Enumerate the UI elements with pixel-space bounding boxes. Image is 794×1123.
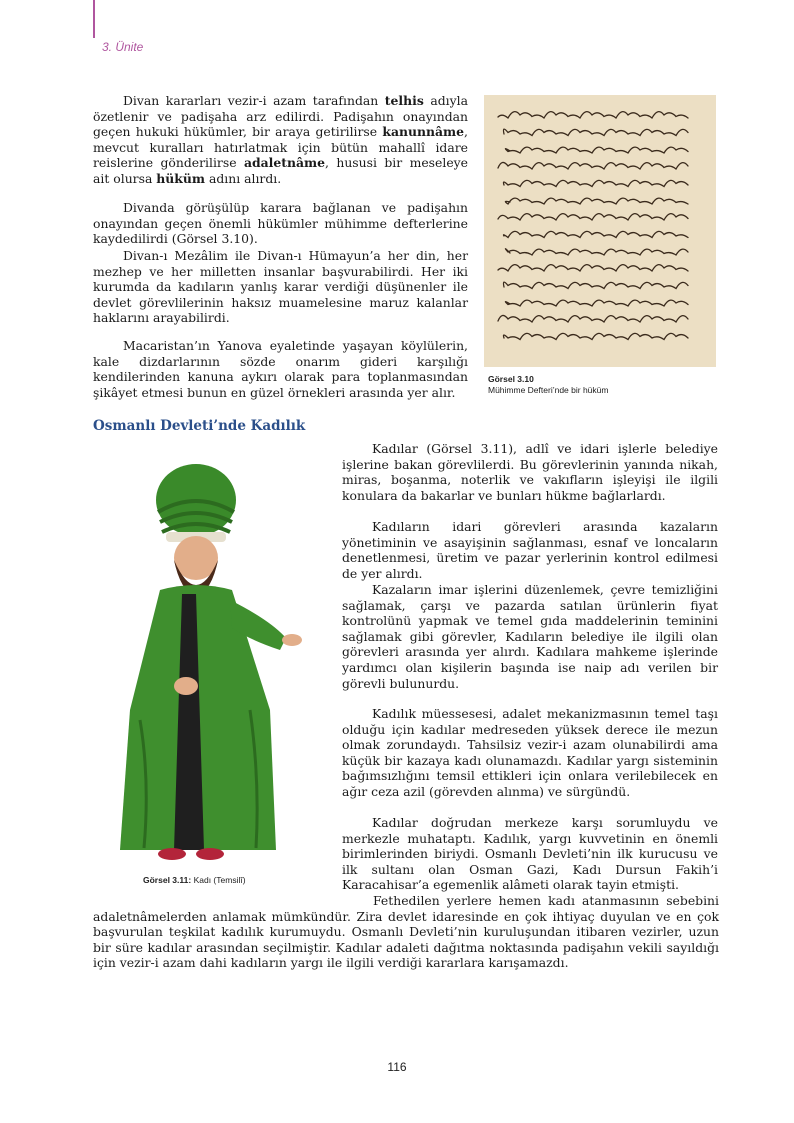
paragraph-text: Divan kararları vezir-i azam tarafından [123,93,385,108]
bold-term: hüküm [156,170,206,186]
figure-caption-3-11 [143,875,246,886]
paragraph-telhis [93,93,468,187]
paragraph-yanova: Macaristan’ın Yanova eyaletinde yaşayan köylülerin, kale dizdarlarının sözde onarım gideri karşılığı kendilerinden kanuna aykırı olarak para toplanmasından şikâyet etmesi bunun en güzel örnekleri arasında yer alır. [93,338,468,400]
bold-term: telhis [384,93,424,108]
paragraph-fethedilen-yerler [93,893,719,971]
kadi-drawing [100,460,320,870]
paragraph-text: Fethedilen yerlere hemen kadı atanmasının sebebini adaletnâmelerden anlamak mümkündür. Zira devlet idaresinde en çok ihtiyaç duyulan ve en çok başvurulan teşkilat kadılık kurumuydu. Osmanlı Devleti’nin kuruluşundan itibaren vezirler, uzun bir süre kadılar arasından seçilmiştir. Kadılar adaleti dağıtma noktasında padişahın vekili sayıldığı için vezir-i azam dahi kadıların yargı ile ilgili verdiği kararlara karışamazdı. [93,893,719,971]
paragraph-kadilik-muessesesi: Kadılık müessesesi, adalet mekanizmasının temel taşı olduğu için kadılar medreseden yüksek derece ile mezun olmak zorundaydı. Tahsilsiz vezir-i azam olunabilirdi ama küçük bir kazaya kadı olunamazdı. Kadılar yargı sisteminin bağımsızlığını temsil ettikleri için onlara verilebilecek en ağır ceza azil (görevden alınma) ve sürgündü. [342,706,718,799]
paragraph-imar-isleri: Kazaların imar işlerini düzenlemek, çevre temizliğini sağlamak, çarşı ve pazarda satılan ürünlerin fiyat kontrolünü yapmak ve temel gıda maddelerinin teminini sağlamak gibi görevler, Kadıların belediye ile ilgili olan görevleri arasında yer alırdı. Kadılara mahkeme işlerinde yardımcı olan kişilerin başında ise naip adı verilen bir görevli bulunurdu. [342,582,718,691]
section-title: Osmanlı Devleti’nde Kadılık [93,418,306,434]
paragraph-kadilar: Kadılar (Görsel 3.11), adlî ve idari işlerle belediye işlerine bakan görevlilerdi. Bu görevlerinin yanında nikah, miras, boşanma, noterlik ve vakıfların işleyişi ile ilgili konulara da bakarlar ve bunları hükme bağlarlardı. [342,441,718,503]
paragraph-divan-mezalim: Divan-ı Mezâlim ile Divan-ı Hümayun’a her din, her mezhep ve her milletten insanlar başvurabilirdi. Her iki kurumda da kadıların yanlış karar verdiği düşünenler ile devlet görevlilerinin haksız muamelesine maruz kalanlar haklarını arayabilirdi. [93,248,468,326]
manuscript-image [484,95,716,367]
paragraph-idari-gorevler: Kadıların idari görevleri arasında kazaların yönetiminin ve asayişinin sağlanması, esnaf ve loncaların denetlenmesi, üretim ve pazar yerlerinin kontrol edilmesi de yer alırdı. [342,519,718,581]
figure-caption-3-10 [488,374,608,396]
paragraph-merkeze-sorumlu: Kadılar doğrudan merkeze karşı sorumluydu ve merkezle muhataptı. Kadılık, yargı kuvvetinin en önemli birimlerinden biriydi. Osmanlı Devleti’nin ilk kurucusu ve ilk sultanı olan Osman Gazi, Kadı Dursun Fakih’i Karacahisar’a egemenlik alâmeti olarak tayin etmişti. [342,815,718,893]
bold-term: adaletnâme [243,155,326,171]
page-number: 116 [387,1060,407,1074]
paragraph-text: , hususi bir meseleye ait olursa [93,155,468,186]
figure-caption-text-3-11: Kadı (Temsilî) [193,875,246,885]
paragraph-muhimme: Divanda görüşülüp karara bağlanan ve padişahın onayından geçen önemli hükümler mühimme defterlerine kaydedilirdi (Görsel 3.10). [93,200,468,247]
kadi-illustration [100,460,320,870]
figure-label-3-10: Görsel 3.10 [488,374,534,384]
unit-bar [93,0,95,38]
manuscript-drawing [484,95,716,367]
paragraph-text: , mevcut kuralları hatırlatmak için bütün mahallî idare reislerine gönderilirse [93,124,468,171]
unit-label: 3. Ünite [102,40,144,54]
bold-term: kanunnâme [382,124,465,140]
figure-caption-text-3-10: Mühimme Defteri’nde bir hüküm [488,385,609,395]
figure-label-3-11: Görsel 3.11: [143,875,192,885]
paragraph-text: adıyla özetlenir ve padişaha arz edilirdi. Padişahın onayından geçen hukuki hükümler, bir araya getirilirse [93,93,468,140]
paragraph-text: adını alırdı. [205,170,282,186]
